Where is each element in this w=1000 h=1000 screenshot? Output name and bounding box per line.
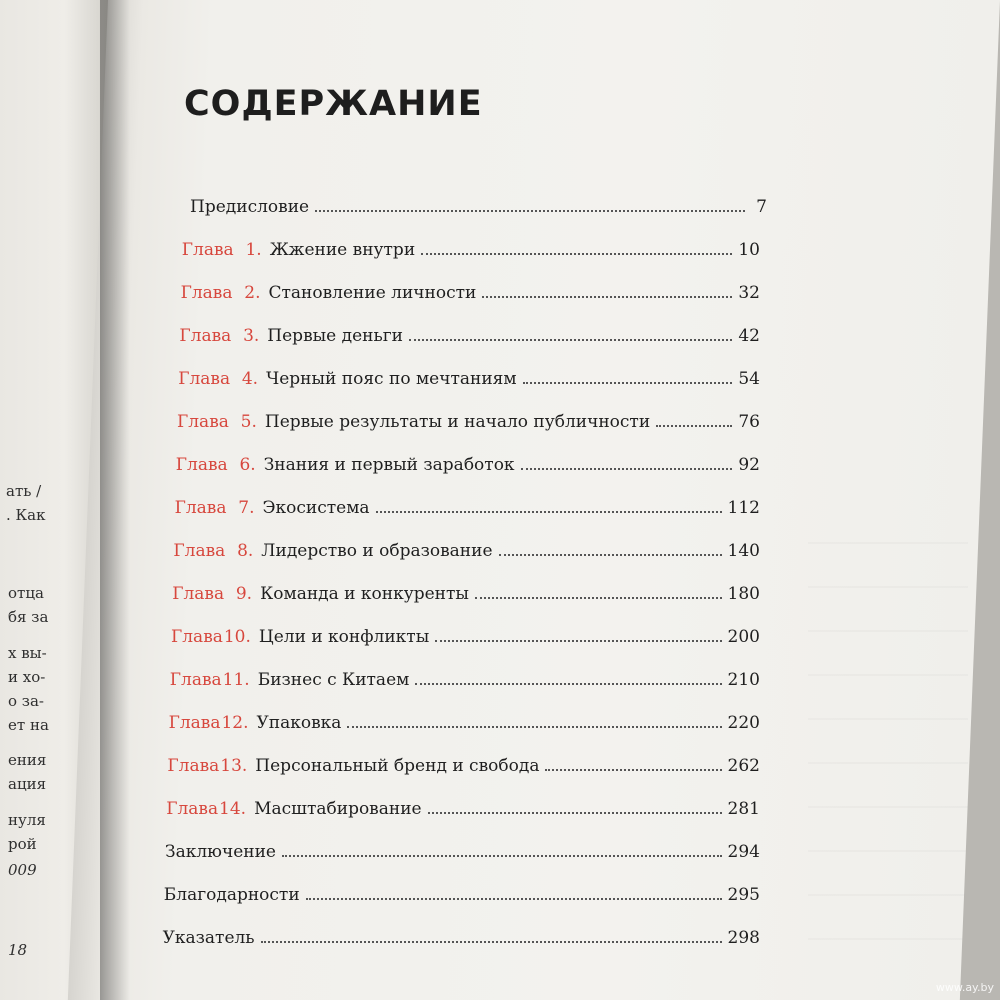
toc-page-number: 262	[727, 756, 760, 776]
toc-dot-leader	[482, 295, 732, 298]
toc-chapter-number: 2.	[244, 283, 261, 303]
toc-chapter-word: Глава	[169, 670, 222, 690]
previous-page-text-fragment: ет на	[8, 716, 49, 734]
toc-page-number: 298	[727, 928, 760, 948]
toc-entry-title: Масштабирование	[254, 799, 422, 819]
toc-page-number: 7	[756, 197, 767, 217]
toc-entry-title: Предисловие	[190, 197, 310, 217]
toc-page-number: 140	[727, 541, 760, 561]
toc-dot-leader	[315, 209, 745, 212]
toc-chapter-word: Глава	[180, 283, 233, 303]
toc-chapter-label	[178, 369, 258, 389]
toc-entry-title: Черный пояс по мечтаниям	[266, 369, 517, 389]
toc-dot-leader	[545, 768, 721, 771]
toc-entry-title: Бизнес с Китаем	[257, 670, 410, 690]
toc-entry-title: Персональный бренд и свобода	[255, 756, 540, 776]
toc-dot-leader	[499, 553, 722, 556]
toc-chapter-label	[176, 455, 256, 475]
toc-chapter-label	[169, 713, 249, 733]
toc-row	[173, 529, 760, 561]
toc-page-number: 281	[727, 799, 760, 819]
toc-chapter-word: Глава	[179, 326, 232, 346]
toc-entry-title: Цели и конфликты	[258, 627, 430, 647]
toc-row	[181, 271, 760, 303]
toc-row	[172, 572, 760, 604]
previous-page-text-fragment: ать /	[6, 482, 42, 500]
toc-row	[176, 443, 760, 475]
table-of-contents	[108, 0, 1000, 1000]
previous-page-text-fragment: х вы-	[8, 644, 47, 662]
toc-page-number: 180	[727, 584, 760, 604]
toc-chapter-word: Глава	[166, 799, 219, 819]
toc-chapter-word: Глава	[171, 627, 223, 647]
toc-page-number: 42	[738, 326, 760, 346]
toc-row	[167, 744, 760, 776]
toc-page-number: 76	[738, 412, 760, 432]
toc-dot-leader	[475, 596, 722, 599]
previous-page-text-fragment: ация	[8, 775, 47, 793]
toc-entry-title: Первые деньги	[267, 326, 403, 346]
toc-row	[163, 916, 760, 948]
toc-chapter-word: Глава	[178, 369, 231, 389]
toc-dot-leader	[523, 381, 733, 384]
toc-page-number: 32	[738, 283, 760, 303]
toc-chapter-number: 3.	[243, 326, 260, 346]
toc-dot-leader	[656, 424, 732, 427]
toc-entry-title: Знания и первый заработок	[263, 455, 515, 475]
toc-page-number: 294	[727, 842, 760, 862]
toc-row	[165, 830, 760, 862]
toc-chapter-word: Глава	[174, 498, 227, 518]
toc-row	[182, 228, 760, 260]
toc-dot-leader	[521, 467, 733, 470]
toc-chapter-label	[171, 627, 251, 647]
previous-page-text-fragment: отца	[8, 584, 44, 602]
toc-chapter-number: 9.	[235, 584, 253, 604]
contents-page	[68, 0, 1000, 1000]
toc-page-number: 295	[727, 885, 760, 905]
toc-page-number: 200	[727, 627, 760, 647]
toc-entry-title: Лидерство и образование	[261, 541, 493, 561]
toc-chapter-number: 6.	[239, 455, 256, 475]
toc-page-number: 220	[727, 713, 760, 733]
toc-chapter-label	[172, 584, 252, 604]
previous-page-text-fragment: 18	[8, 941, 28, 959]
toc-chapter-label	[175, 498, 255, 518]
toc-row	[164, 873, 760, 905]
toc-entry-title: Заключение	[165, 842, 276, 862]
previous-page-text-fragment: . Как	[6, 506, 46, 524]
toc-chapter-word: Глава	[177, 412, 229, 432]
toc-chapter-number: 11.	[222, 670, 250, 690]
toc-row	[190, 185, 767, 217]
toc-chapter-word: Глава	[175, 455, 228, 475]
previous-page-text-fragment: 009	[8, 861, 37, 879]
toc-chapter-word: Глава	[168, 713, 221, 733]
previous-page-text-fragment: рой	[8, 835, 37, 853]
toc-row	[179, 314, 760, 346]
toc-chapter-label	[170, 670, 250, 690]
toc-chapter-word: Глава	[181, 240, 234, 260]
previous-page-text-fragment: бя за	[8, 608, 49, 626]
previous-page-text-fragment: о за-	[8, 692, 44, 710]
toc-chapter-label	[181, 283, 261, 303]
toc-chapter-number: 7.	[238, 498, 255, 518]
toc-chapter-label	[182, 240, 262, 260]
toc-entry-title: Жжение внутри	[269, 240, 416, 260]
toc-chapter-label	[179, 326, 259, 346]
toc-entry-title: Благодарности	[163, 885, 300, 905]
watermark: www.ay.by	[935, 981, 994, 994]
toc-row	[166, 787, 760, 819]
toc-chapter-word: Глава	[167, 756, 220, 776]
toc-chapter-word: Глава	[173, 541, 226, 561]
toc-dot-leader	[421, 252, 732, 255]
toc-dot-leader	[376, 510, 722, 513]
toc-entry-title: Первые результаты и начало публичности	[264, 412, 651, 432]
book-gutter-shadow	[100, 0, 130, 1000]
toc-entry-title: Экосистема	[262, 498, 370, 518]
toc-dot-leader	[306, 897, 722, 900]
toc-entry-title: Команда и конкуренты	[260, 584, 469, 604]
toc-entry-title: Указатель	[162, 928, 255, 948]
toc-page-number: 92	[738, 455, 760, 475]
toc-entry-title: Становление личности	[268, 283, 477, 303]
toc-chapter-number: 4.	[241, 369, 259, 389]
toc-chapter-label	[167, 756, 247, 776]
page-title: СОДЕРЖАНИЕ	[184, 84, 483, 124]
toc-dot-leader	[428, 811, 722, 814]
toc-page-number: 112	[727, 498, 760, 518]
toc-chapter-label	[177, 412, 257, 432]
toc-chapter-number: 14.	[219, 799, 247, 819]
toc-chapter-number: 10.	[223, 627, 251, 647]
toc-dot-leader	[347, 725, 721, 728]
toc-chapter-number: 12.	[221, 713, 249, 733]
toc-row	[177, 400, 760, 432]
toc-entry-title: Упаковка	[256, 713, 342, 733]
toc-row	[175, 486, 760, 518]
toc-chapter-number: 1.	[245, 240, 262, 260]
toc-chapter-number: 8.	[237, 541, 254, 561]
toc-dot-leader	[435, 639, 721, 642]
toc-chapter-word: Глава	[172, 584, 225, 604]
toc-dot-leader	[415, 682, 721, 685]
toc-chapter-label	[166, 799, 246, 819]
toc-row	[170, 658, 760, 690]
toc-chapter-label	[173, 541, 253, 561]
previous-page-text-fragment: нуля	[8, 811, 46, 829]
toc-row	[178, 357, 760, 389]
toc-chapter-number: 5.	[240, 412, 257, 432]
previous-page-text-fragment: и хо-	[8, 668, 46, 686]
toc-dot-leader	[282, 854, 722, 857]
toc-dot-leader	[409, 338, 732, 341]
toc-page-number: 54	[738, 369, 760, 389]
toc-row	[169, 701, 760, 733]
toc-row	[171, 615, 760, 647]
toc-page-number: 10	[738, 240, 760, 260]
toc-page-number: 210	[727, 670, 760, 690]
toc-dot-leader	[261, 940, 722, 943]
previous-page-text-fragment: ения	[8, 751, 47, 769]
toc-chapter-number: 13.	[220, 756, 248, 776]
